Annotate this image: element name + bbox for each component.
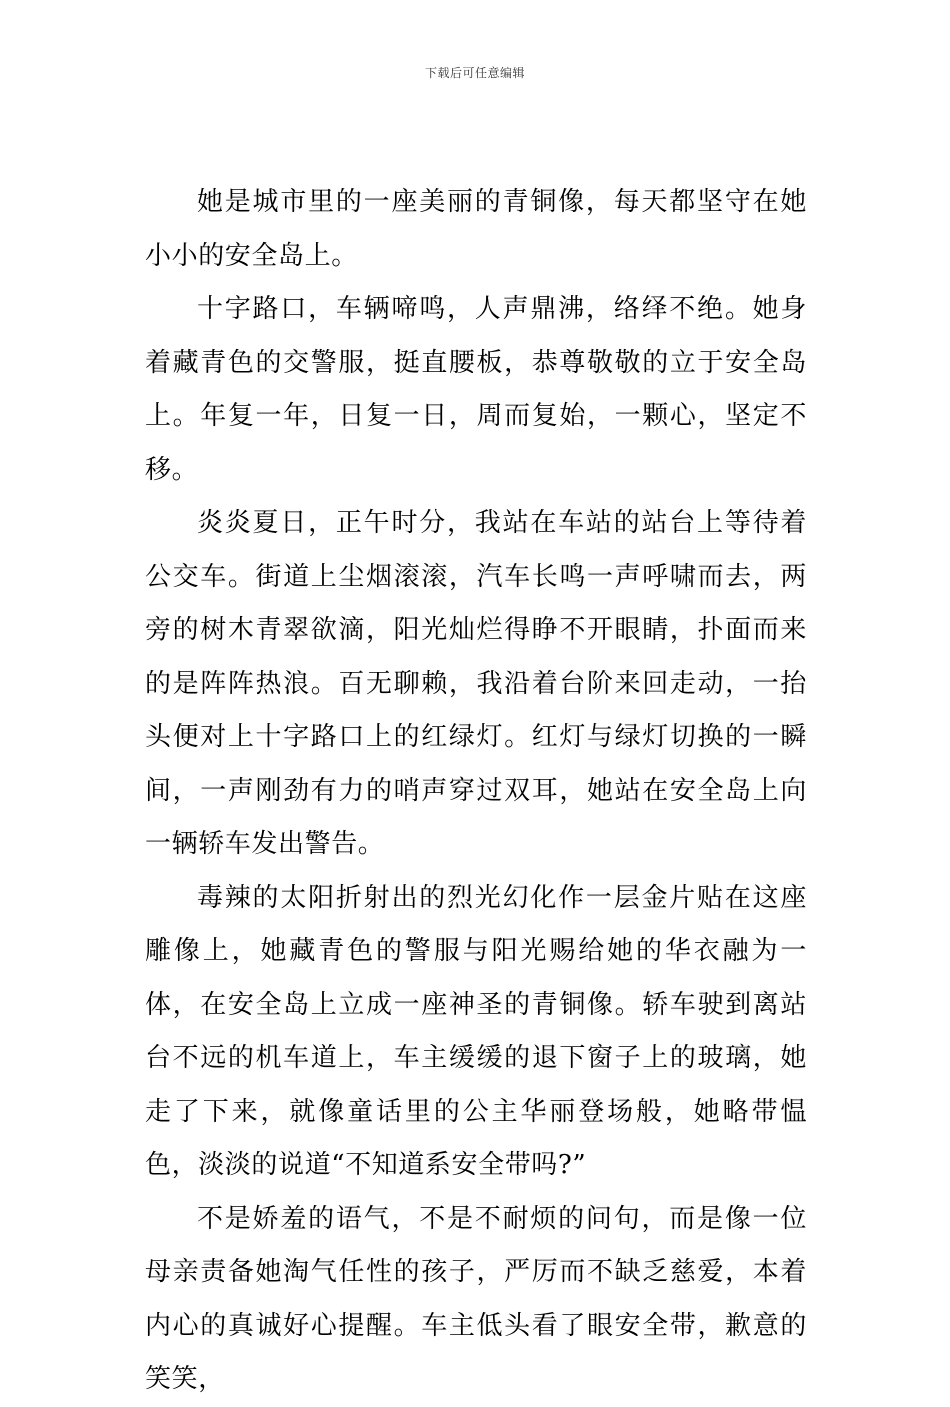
- paragraph-2: 十字路口，车辆啼鸣，人声鼎沸，络绎不绝。她身着藏青色的交警服，挺直腰板，恭尊敬敬的立于安全岛上。年复一年，日复一日，周而复始，一颗心，坚定不移。: [145, 294, 807, 485]
- paragraph-5: 不是娇羞的语气，不是不耐烦的问句，而是像一位母亲责备她淘气任性的孩子，严厉而不缺乏慈爱，本着内心的真诚好心提醒。车主低头看了眼安全带，歉意的笑笑，: [145, 1203, 807, 1394]
- paragraph-1: 她是城市里的一座美丽的青铜像，每天都坚守在她小小的安全岛上。: [145, 187, 807, 271]
- paragraph-4: 毒辣的太阳折射出的烈光幻化作一层金片贴在这座雕像上，她藏青色的警服与阳光赐给她的华衣融为一体，在安全岛上立成一座神圣的青铜像。轿车驶到离站台不远的机车道上，车主缓缓的退下窗子上的玻璃，她走了下来，就像童话里的公主华丽登场般，她略带愠色，淡淡的说道“不知道系安全带吗?”: [145, 882, 807, 1180]
- paragraph-3: 炎炎夏日，正午时分，我站在车站的站台上等待着公交车。街道上尘烟滚滚，汽车长鸣一声呼啸而去，两旁的树木青翠欲滴，阳光灿烂得睁不开眼睛，扑面而来的是阵阵热浪。百无聊赖，我沿着台阶来回走动，一抬头便对上十字路口上的红绿灯。红灯与绿灯切换的一瞬间，一声刚劲有力的哨声穿过双耳，她站在安全岛上向一辆轿车发出警告。: [145, 508, 807, 859]
- header-note: 下载后可任意编辑: [424, 66, 525, 80]
- document-body: [145, 176, 807, 1407]
